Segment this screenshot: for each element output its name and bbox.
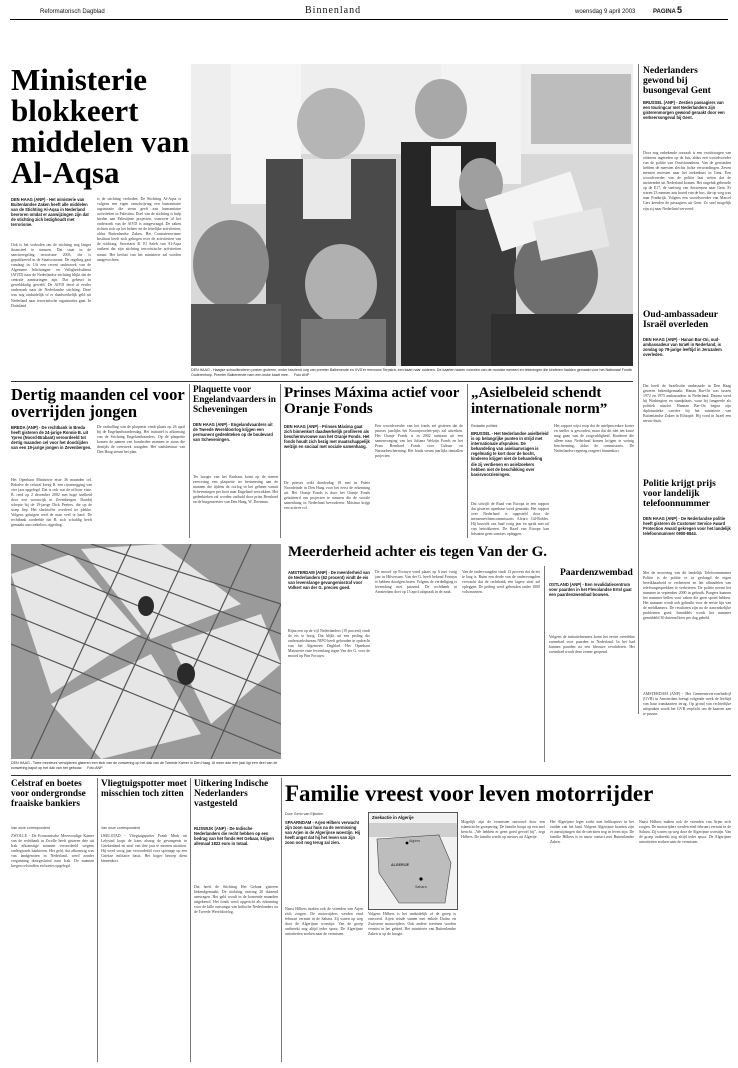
roof-photo-caption-text: DEN HAAG - Twee monteurs verwijderen gisteren een stuk van de zonwering op het dak van de Tweede Kamer in Den Haag. Al meer dan een jaar ligt een deel van de zonwering kapot op het dak van het gebouw. xyxy=(11,761,278,770)
body-politie-prijs: Met de invoering van dit landelijk Telefoonnummer Politie is de politie er in geslaagd de eigen bereikbaarheid te verbeteren en het afhandelen van telefoongesprekken te verbeteren. De politie neemt het nummer in september 2000 in gebruik. Burgers kunnen het nummer bellen voor zaken die geen spoed hebben. Het nummer wordt ook gebruikt voor de eerste lijn van de meldkamers. De resultaten zijn na de aanvankelijke problemen goed. Inmiddels wordt het nummer gemiddeld 30 duizend keer per dag gebeld. xyxy=(643,571,731,621)
page-number: 5 xyxy=(677,5,683,15)
headline-asielbeleid: „Asielbeleid schendt internationale norm” xyxy=(471,385,608,417)
rule-familie xyxy=(281,778,282,1062)
body-dertig-maanden-2 xyxy=(97,425,185,538)
body-busongeval: Door nog onbekende oorzaak is een vrachtwagen van achteren ingereden op de bus, aldus een woordvoerder van de politie van Oostvlaanderen. Van de gewonden hebben de meesten slechts lichte verwondingen. Zeven mensen moesten naar het ziekenhuis in Gent. Een woordvoerder van de politie laat weten dat de inzittenden uit Nederland komen. Het ongeluk gebeurde op de E17, de snelweg van Antwerpen naar Gent. Er waren 23 mensen aan boord van de bus, die op weg was naar Frankrijk. Volgens een woordvoerder van Marcel Cars keerden de passagiers uit Gent. Zo snel mogelijk zijn zij naar Nederland vervoerd. xyxy=(643,151,731,211)
body-asielbeleid-1: Dat schrijft de Raad van Europa in een rapport dat gisteren openbaar werd gemaakt. Het rapport over Nederland is opgesteld door de mensenrechtencommissaris Alvaro Gil-Robles. Hij bezocht ons land vorig jaar en sprak met tal van betrokkenen. De Raad van Europa kan lidstaten geen sancties opleggen. xyxy=(471,502,549,537)
headline-politie-prijs: Politie krijgt prijs voor landelijk telefoonnummer xyxy=(643,479,716,510)
rule-maxima xyxy=(280,384,281,538)
page-date: woensdag 9 april 2003 xyxy=(575,9,636,15)
byline-familie: Door Gerlo van Eijkelen xyxy=(285,812,323,816)
body-dertig-maanden-2-text: De onthulling van de plaquette vindt plaats op 26 april bij de Engelandvaardersdag. Het initiatief is afkomstig van de Stichting Engelandvaarders. Op de plaquette komen de namen van honderden mannen te staan die destijds de oversteek waagden. Het stadsbestuur van Den Haag steunt het plan. xyxy=(97,425,185,455)
body-familie-5 xyxy=(639,820,731,1059)
roof-photo-caption xyxy=(11,761,281,771)
body-celstraf: ZWOLLE - De Economische Meervoudige Kamer van de rechtbank in Zwolle heeft gisteren drie uit Irak afkomstige mannen veroordeeld wegens ondergronds bankieren. Het geld, dat afkomstig was van landgenoten in Nederland, werd zonder vergunning doorgesluisd naar Irak. De mannen kregen celstraffen en boetes opgelegd. xyxy=(11,834,94,869)
body-familie-3: Mogelijk zijn de vermisten ontvoerd door een islamitische groepering. De familie hoopt op een snel bericht. „We hebben er geen goed gevoel bij”, zegt Hilbers. De familie wacht op nieuws uit Algerije. xyxy=(461,820,545,840)
main-photo xyxy=(191,64,633,366)
headline-van-der-g: Meerderheid achter eis tegen Van der G. xyxy=(288,544,547,560)
rule-vlieg xyxy=(97,778,98,1062)
lead-busongeval: BRUSSEL (ANP) - Zestien passagiers van een touringcar met Nederlanders zijn gisterenmorgen gewond geraakt door een verkeersongeval bij Gent. xyxy=(643,100,725,121)
body-vliegtuigspotter: IJSELSTAD - Vliegtuigspotter Frank Mink uit Lelystad loopt de kans alsnog de gevangenis in Griekenland en straf van drie jaar te moeten uitzitten. Hij werd vorig jaar veroordeeld voor spionage op een Griekse militaire basis. Het hoger beroep dient binnenkort. xyxy=(101,834,187,864)
lead-politie-prijs: DEN HAAG (ANP) - De Nederlandse politie heeft gisteren de Customer Service Award Protection Award gekregen voor het landelijk telefoonnummer 0900-8844. xyxy=(643,516,731,537)
body-asielbeleid-2: Het rapport wijst erop dat de asielprocedure korter en sneller is geworden, maar dat dit niet ten koste mag gaan van de zorgvuldigheid. Kinderen die alleen naar Nederland komen krijgen te weinig bescherming, aldus de commissaris. De Nederlandse regering reageert binnenkort. xyxy=(554,424,634,454)
body-dertig-maanden: Het Openbaar Ministerie eiste 36 maanden cel. Behalve de celstraf kreeg B. een rijontzegging van vier jaar opgelegd. Dat is ook wat de officier eiste. B. reed op 2 december 2002 met hoge snelheid door een woonwijk in Zevenbergen. Daarbij schepte hij de 19-jarige Dick Peeters, die op de stoep liep. Het slachtoffer overleed ter plekke. Volgens getuigen reed de man veel te hard. De rechtbank oordeelde dat B. zich schuldig heeft gemaakt aan roekeloos rijgedrag. xyxy=(11,478,92,528)
map-label-algerije: ALGERIJE xyxy=(391,863,409,867)
brief-gvb: AMSTERDAM (ANP) - Het Gemeentevervoerbedrijf (GVB) in Amsterdam brengt volgende week de leeftijd van haar tramkaarten terug. Op grond van rechterlijke uitspraken wordt het GVB verplicht om de kaarten aan te passen. xyxy=(643,692,731,717)
masthead xyxy=(10,5,728,20)
page-label: PAGINA xyxy=(653,9,676,15)
algeria-map-graphic xyxy=(369,823,457,909)
lead-paardenzwembad: OSTLAND (ANP) - Een revalidatiecentrum voor paarden in het Flevolandse Ertsl gaat een paardenzwembad bouwen. xyxy=(549,582,632,598)
body-familie-2: Volgens Hilbers is het onduidelijk of de groep is ontvoerd. Arjen reisde samen met enkele Duitse en Zwitserse motorrijders. Ook andere toeristen worden vermist in het gebied. Het ministerie van Buitenlandse Zaken is op de hoogte. xyxy=(368,912,456,937)
body-al-aqsa-1: Ook is het verboden om de stichting nog langer financieel te steunen. Dat staat in de sanctieregeling terrorisme 2003, die is gepubliceerd in de Staatscourant. De regeling gaat vandaag in. Uit een recent onderzoek van de Algemene Inlichtingen- en Veiligheidsdienst (AIVD) naar de Nederlandse stichting blijkt dat de centrale aansturingen zijn. Dat gebeurt in gewelddadig geweld. De AIVD deed al eerder onderzoek naar de Nederlandse stichting. Deze was nog onduidelijk of er daadwerkelijk geld uit Nederland naar terroristische organisaties gaat. In Duitsland xyxy=(11,243,91,308)
section-name: Binnenland xyxy=(305,5,362,16)
rule-paarden xyxy=(544,566,545,762)
headline-plaquette: Plaquette voor Engelandvaarders in Scheveningen xyxy=(193,385,276,415)
lead-familie: SPAARNDAM - Arjen Hilbers verwacht zijn zoon naar huis na de vermissing van Arjen in de Algerijnse woestijn. Hij heeft angst dat hij het leven van zijn zoon ooit nog terug zal zien. xyxy=(285,820,360,846)
body-familie-4: Het Algerijnse leger zoekt met helikopters in het zuiden van het land. Volgens Algerijnse kranten zijn er aanwijzingen dat de toeristen nog in leven zijn. De familie Hilbers is in nauw contact met Buitenlandse Zaken. xyxy=(550,820,634,845)
headline-familie: Familie vreest voor leven motorrijder xyxy=(285,781,654,806)
lead-indische-nederlanders: RIJSWIJK (ANP) - De Indische Nederlanders die recht hebben op een bedrag van het fonds Het Gebaar, krijgen allemaal 1822 euro in totaal. xyxy=(194,826,274,847)
children-post-cards-photo xyxy=(191,64,633,366)
paper-name: Reformatorisch Dagblad xyxy=(40,9,105,15)
body-oud-ambassadeur: Dat heeft de Israëlische ambassade in Den Haag gisteren bekendgemaakt. Hanan Bar-On was tussen 1972 en 1975 ambassadeur in Nederland. Daarna werd hij Washington en standplaats, waar hij fungeerde als politiek attaché. Hannan Bar-On begon zijn diplomatieke carrière bij het ministerie van Buitenlandse Zaken in Ethiopië. Hij vond in Israël een nieuw thuis. xyxy=(643,384,731,424)
map-title: Zoekactie in Algerije xyxy=(372,815,414,820)
lead-al-aqsa: DEN HAAG (ANP) - Het ministerie van Buitenlandse Zaken heeft alle middelen van de Stichting Al-Aqsa in Nederland bevroren omdat er aanwijzingen zijn dat de stichting zich bezighoudt met terrorisme. xyxy=(11,197,89,228)
headline-busongeval: Nederlanders gewond bij busongeval Gent xyxy=(643,66,711,97)
byline-asielbeleid: Redactie politiek xyxy=(471,424,498,428)
lead-plaquette: DEN HAAG (ANP) - Engelandvaarders uit de Tweede Wereldoorlog krijgen een permanent gedenkteken op de boulevard van Scheveningen. xyxy=(193,422,273,443)
headline-indische-nederlanders: Uitkering Indische Nederlanders vastgesteld xyxy=(194,779,269,809)
headline-maxima: Prinses Máxima actief voor Oranje Fonds xyxy=(284,385,460,417)
lead-van-der-g: AMSTERDAM (ANP) - De meerderheid van de Nederlanders (62 procent) vindt de eis van levenslange gevangenisstraf voor Volkert van der G. precies goed. xyxy=(288,570,370,591)
headline-paardenzwembad: Paardenzwembad xyxy=(560,568,633,578)
lead-oud-ambassadeur: DEN HAAG (ANP) - Hanan Bar-On, oud-ambassadeur van Israël in Nederland, is zondag op 79-jarige leeftijd in Jeruzalem overleden. xyxy=(643,337,722,358)
body-van-der-g-1: Bijna een op de vijf Nederlanders (19 procent) vindt de eis te hoog. Dat blijkt uit een peiling die onderzoeksbureau NIPO heeft gehouden in opdracht van het Algemeen Dagblad. Het Openbaar Ministerie eiste levenslang tegen Van der G. voor de moord op Pim Fortuyn. xyxy=(288,629,370,659)
rule-bottom-row xyxy=(11,775,731,776)
byline-vliegtuigspotter: Van onze correspondent xyxy=(101,826,140,830)
body-maxima-1: De prinses reikt donderdag 18 mei in Paleis Noordeinde in Den Haag voor het eerst de erkenning uit. Het Oranje Fonds is door het Oranje Fonds geïnitieerd om projecten te steunen die de sociale samenhang in Nederland bevorderen. Máxima krijgt een actieve rol. xyxy=(284,481,370,511)
headline-oud-ambassadeur: Oud-ambassadeur Israël overleden xyxy=(643,310,718,331)
body-plaquette: Ter hoogte van het Kurhaus komt op de stenen zeewering een plaquette ter herinnering aan de mannen die tijdens de oorlog in het geheim vanuit Scheveningen per boot naar Engeland vertrokken. Het gedenkteken zal worden onthuld door prins Bernhard en de burgemeester van Den Haag, W. Deetman. xyxy=(193,475,278,505)
roof-photo xyxy=(11,544,281,759)
headline-vliegtuigspotter: Vliegtuigspotter moet misschien toch zitten xyxy=(101,779,187,799)
rule-indie xyxy=(190,778,191,1062)
byline-celstraf: Van onze correspondent xyxy=(11,826,50,830)
main-photo-caption xyxy=(191,368,633,378)
body-indische-nederlanders: Dat heeft de Stichting Het Gebaar gisteren bekendgemaakt. De stichting ontving 20 duizend aanvragen. Het geld wordt in de komende maanden uitgekeerd. Het fonds werd opgericht als erkenning voor de kille ontvangst van Indische Nederlanders na de Tweede Wereldoorlog. xyxy=(194,885,278,915)
headline-al-aqsa: Ministerie blokkeert middelen van Al-Aqsa xyxy=(11,62,190,190)
body-van-der-g-3: Van de ondervraagden vindt 13 procent dat de eis te laag is. Ruim een derde van de ondervraagden verwacht dat de rechtbank een lagere straf zal opleggen. De peiling werd gehouden onder 1000 volwassenen. xyxy=(462,570,540,595)
rule-asiel xyxy=(467,384,468,538)
body-familie-5-text: Naast Hilbers maken ook de vrienden van Arjen zich zorgen. De motorrijders werden eind februari vermist in de Sahara. Zij waren op weg door de Algerijnse woestijn. Van de groep ontbreekt nog altijd ieder spoor. De Algerijnse autoriteiten zoeken naar de vermisten. xyxy=(639,820,731,845)
body-maxima-2: Een woordvoerder van het fonds zei gisteren dat de prinses jaarlijks het Kroonjuwelen-prijs zal uitreiken. Het Oranje Fonds is in 2002 ontstaan uit een samenvoeging van het Juliana Welzijn Fonds en het Prins Bernhard Fonds voor Cultuur en Natuurbescherming. Het fonds steunt jaarlijks tientallen projecten. xyxy=(375,424,463,459)
main-photo-caption-text: DEN HAAG - Haagse schoolkinderen posten gisteren, onder toeziend oog van premier Balkenende en VVD'er mevrouw Terpstra, een kaart naar ouderen. De kaarten waren voorzien van de mooiste wensen en tekeningen die kinderen hadden gemaakt voor het Nationaal Fonds Ouderenhulp. Premier Balkenende nam een leuke kaart mee. xyxy=(191,368,632,377)
lead-dertig-maanden: BREDA (ANP) - De rechtbank in Breda heeft gisteren de 24-jarige Ronnie B. uit Ypres (Noord-Brabant) veroordeeld tot dertig maanden cel voor het doodrijden van een 19-jarige jongen in Zevenbergen. xyxy=(11,425,92,451)
lead-maxima: DEN HAAG (ANP) - Prinses Máxima gaat zich binnenkort daadwerkelijk profileren als beschermvrouwe van het Oranje Fonds. Het fonds houdt zich bezig met maatschappelijk welzijn en sociaal met sociale samenhang. xyxy=(284,424,370,450)
body-al-aqsa-2: is de stichting verboden. De Stichting Al-Aqsa is volgens een eigen omschrijving een humanitaire organisatie die steun geeft aan humanitaire activiteiten in Palestina. Doel van de stichting is hulp bieden aan Palestijnse projecten, waarover al het onderzoek van de AIVD is aangevraagd. De zaken richten zich op het beheer en de feitelijke activiteiten, aldus Buitenlandse Zaken. Het Contraterrorisme Instituut heeft zich gebogen over de activiteiten van de stichting. Secretaris R. El Saleh van Al-Aqsa ontkent dat zijn stichting terroristische activiteiten steunt. Het besluit van het ministerie zal worden aangevochten. xyxy=(97,197,181,262)
main-photo-credit: Foto ANP xyxy=(293,372,310,377)
sidebar-rule xyxy=(638,64,639,714)
body-van-der-g-2: De moord op Fortuyn vond plaats op 6 mei vorig jaar in Hilversum. Van der G. heeft bekend Fortuyn te hebben doodgeschoten. Volgens de verdediging is levenslang niet passend. De rechtbank in Amsterdam doet op 15 april uitspraak in de zaak. xyxy=(375,570,457,595)
map-label-sahara: Sahara xyxy=(415,885,427,889)
map-label-algiers: Algiers xyxy=(409,839,420,843)
body-paardenzwembad: Volgens de initiatiefnemers komt het eerste overdekte zwembad voor paarden in Nederland. In het bad kunnen paarden na een blessure revalideren. Het zwembad wordt deze zomer geopend. xyxy=(549,635,635,655)
rule-plaquette xyxy=(189,384,190,538)
rule-row2 xyxy=(11,381,633,382)
headline-celstraf: Celstraf en boetes voor ondergrondse fraaiske bankiers xyxy=(11,779,86,809)
sunscreen-roof-photo xyxy=(11,544,281,759)
roof-photo-credit: Foto ANP xyxy=(87,765,103,770)
lead-asielbeleid: BRUSSEL - Het Nederlandse asielbeleid is op belangrijke punten in strijd met internationale afspraken. De behandeling van asielaanvragen is regelmatig te kort door de bocht, kinderen krijgen niet de behandeling die zij verdienen en asielzoekers hebben niet de beschikking over basisvoorzieningen. xyxy=(471,431,549,477)
headline-dertig-maanden: Dertig maanden cel voor overrijden jongen xyxy=(11,385,185,422)
body-familie-1: Naast Hilbers maken ook de vrienden van Arjen zich zorgen. De motorrijders werden eind februari vermist in de Sahara. Zij waren op weg door de Algerijnse woestijn. Van de groep ontbreekt nog altijd ieder spoor. De Algerijnse autoriteiten zoeken naar de vermisten. xyxy=(285,907,363,937)
algeria-map xyxy=(368,812,458,910)
